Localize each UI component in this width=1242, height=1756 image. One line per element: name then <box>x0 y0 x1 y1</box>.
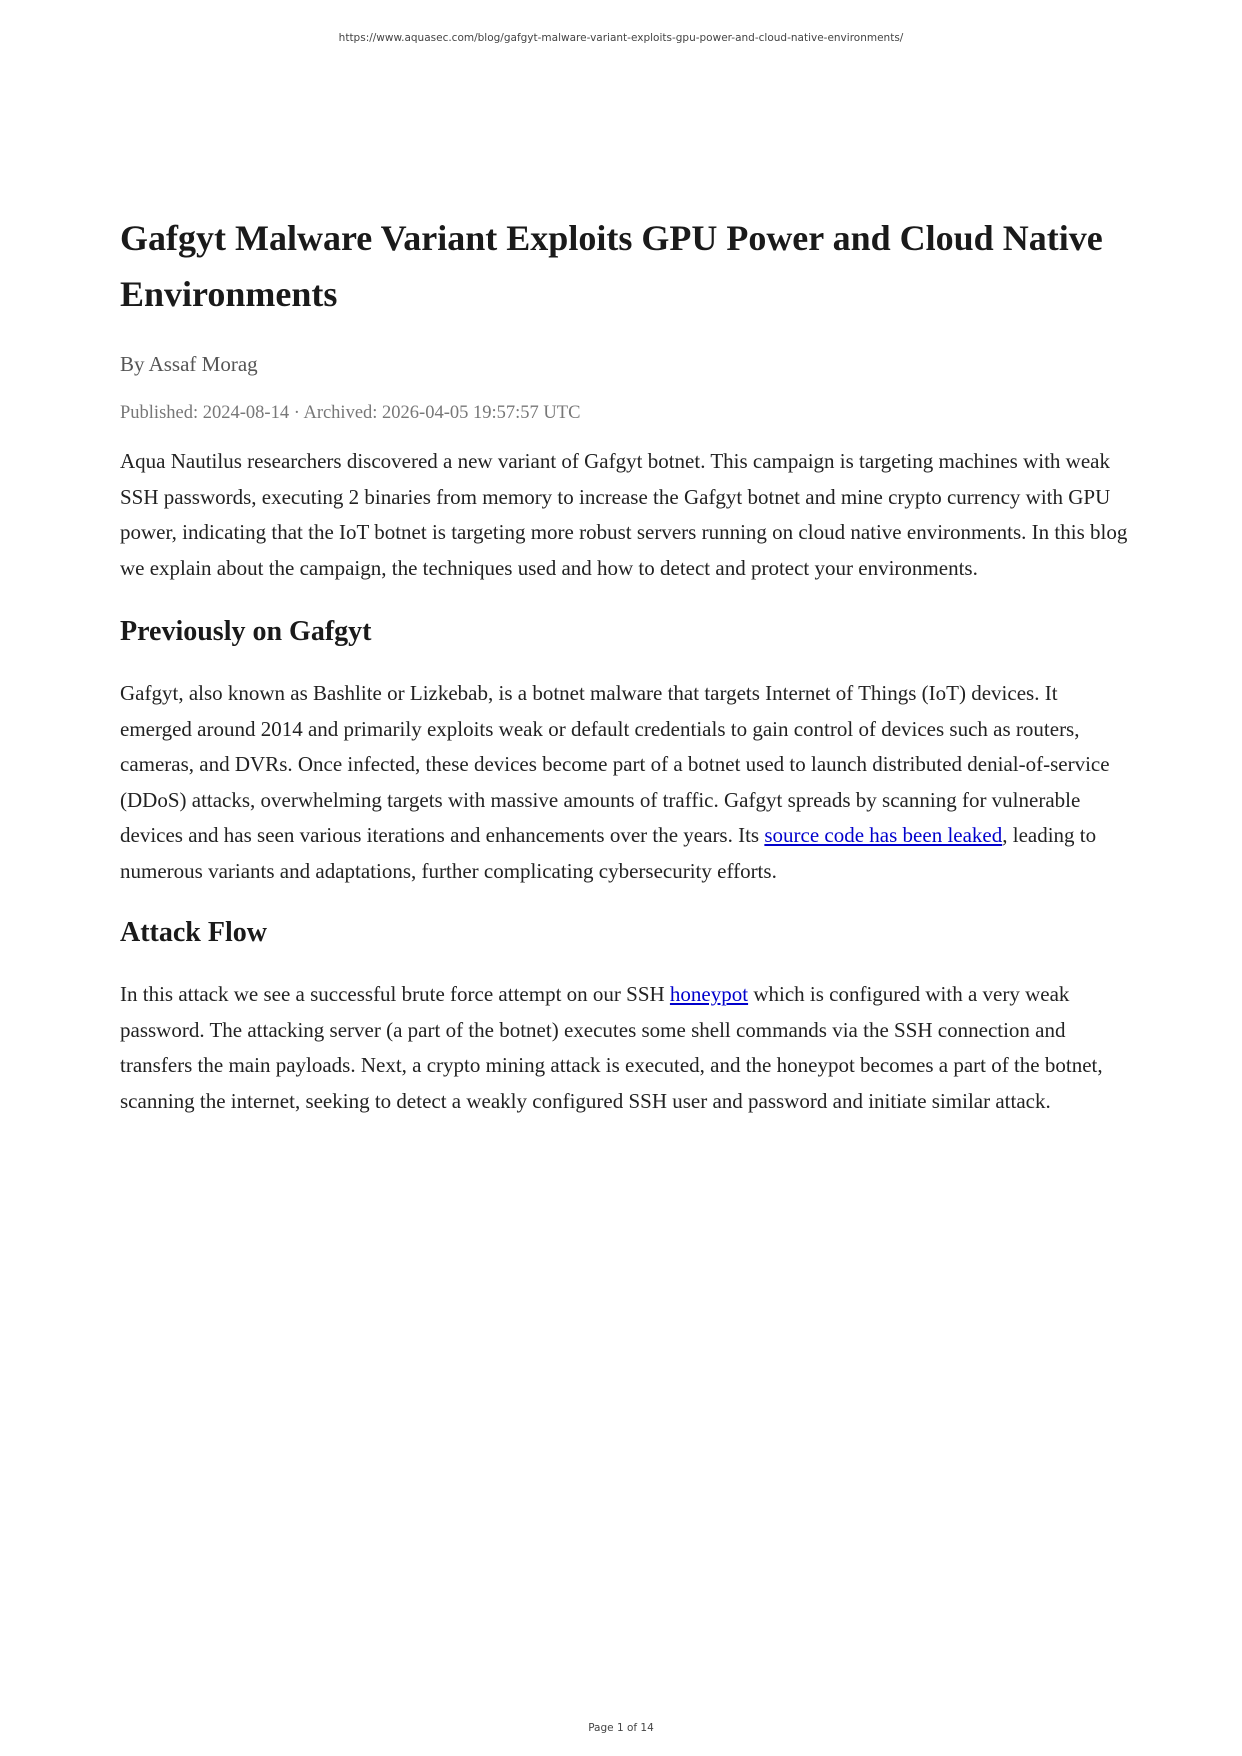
article-author: By Assaf Morag <box>120 352 258 376</box>
section-heading-previously: Previously on Gafgyt <box>120 616 372 647</box>
attack-flow-paragraph <box>120 977 1132 1119</box>
source-code-leaked-link[interactable]: source code has been leaked <box>764 823 1003 847</box>
page-url: https://www.aquasec.com/blog/gafgyt-malware-variant-exploits-gpu-power-and-cloud-native-environments/ <box>338 32 904 44</box>
intro-paragraph: Aqua Nautilus researchers discovered a new variant of Gafgyt botnet. This campaign is targeting machines with weak SSH passwords, executing 2 binaries from memory to increase the Gafgyt botnet and mine crypto currency with GPU power, indicating that the IoT botnet is targeting more robust servers running on cloud native environments. In this blog we explain about the campaign, the techniques used and how to detect and protect your environments. <box>120 449 1128 580</box>
section-heading-attack-flow: Attack Flow <box>120 917 267 948</box>
paragraph-text: which is configured with a very weak password. The attacking server (a part of the botnet) executes some shell commands via the SSH connection and transfers the main payloads. Next, a crypto mining attack is executed, and the honeypot becomes a part of the botnet, scanning the internet, seeking to detect a weakly configured SSH user and password and initiate similar attack. <box>120 982 1103 1113</box>
paragraph-text: , leading to numerous variants and adaptations, further complicating cybersecurity efforts. <box>120 823 1097 883</box>
paragraph-text: In this attack we see a successful brute force attempt on our SSH <box>120 982 670 1006</box>
paragraph-text: Gafgyt, also known as Bashlite or Lizkebab, is a botnet malware that targets Internet of Things (IoT) devices. It emerged around 2014 and primarily exploits weak or default credentials to gain control of devices such as routers, cameras, and DVRs. Once infected, these devices become part of a botnet used to launch distributed denial-of-service (DDoS) attacks, overwhelming targets with massive amounts of traffic. Gafgyt spreads by scanning for vulnerable devices and has seen various iterations and enhancements over the years. Its <box>120 681 1110 847</box>
page-number: Page 1 of 14 <box>588 1722 654 1734</box>
previously-paragraph <box>120 676 1132 889</box>
article <box>120 210 1132 1119</box>
article-title: Gafgyt Malware Variant Exploits GPU Power and Cloud Native Environments <box>120 218 1103 314</box>
honeypot-link[interactable]: honeypot <box>669 982 749 1006</box>
article-meta: Published: 2024-08-14 · Archived: 2026-04-05 19:57:57 UTC <box>120 403 581 423</box>
